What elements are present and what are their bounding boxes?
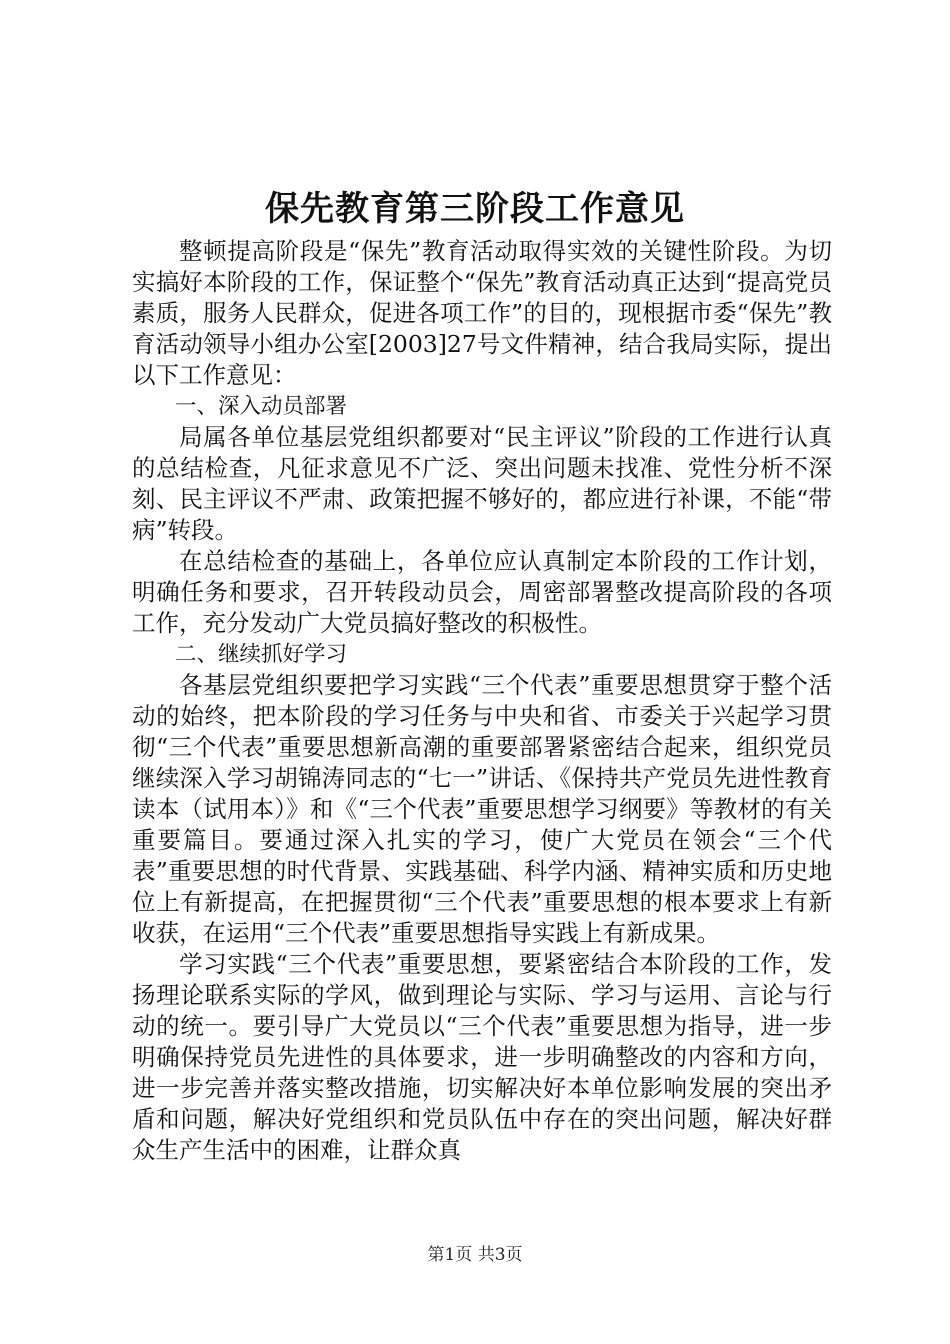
section-heading-2: 二、继续抓好学习: [175, 642, 348, 667]
intro-paragraph: 整顿提高阶段是“保先”教育活动取得实效的关键性阶段。为切实搞好本阶段的工作，保证整个“保先”教育活动真正达到“提高党员素质，服务人民群众，促进各项工作”的目的，现根据市委“保先”教育活动领导小组办公室[2003]27号文件精神，结合我局实际，提出以下工作意见：: [132, 237, 832, 389]
section-1-paragraph-2: 在总结检查的基础上，各单位应认真制定本阶段的工作计划，明确任务和要求，召开转段动员会，周密部署整改提高阶段的各项工作，充分发动广大党员搞好整改的积极性。: [132, 547, 832, 637]
document-body: [132, 236, 832, 1166]
section-1-paragraph-1: 局属各单位基层党组织都要对“民主评议”阶段的工作进行认真的总结检查，凡征求意见不广泛、突出问题未找准、党性分析不深刻、民主评议不严肃、政策把握不够好的，都应进行补课，不能“带病”转段。: [132, 423, 832, 544]
page-number-footer: 第1页 共3页: [427, 1245, 523, 1265]
document-title: 保先教育第三阶段工作意见: [265, 189, 685, 229]
section-2-paragraph-1: 各基层党组织要把学习实践“三个代表”重要思想贯穿于整个活动的始终，把本阶段的学习任务与中央和省、市委关于兴起学习贯彻“三个代表”重要思想新高潮的重要部署紧密结合起来，组织党员继续深入学习胡锦涛同志的“七一”讲话、《保持共产党员先进性教育读本（试用本）》和《“三个代表”重要思想学习纲要》等教材的有关重要篇目。要通过深入扎实的学习，使广大党员在领会“三个代表”重要思想的时代背景、实践基础、科学内涵、精神实质和历史地位上有新提高，在把握贯彻“三个代表”重要思想的根本要求上有新收获，在运用“三个代表”重要思想指导实践上有新成果。: [132, 671, 832, 947]
section-2-paragraph-2: 学习实践“三个代表”重要思想，要紧密结合本阶段的工作，发扬理论联系实际的学风，做到理论与实际、学习与运用、言论与行动的统一。要引导广大党员以“三个代表”重要思想为指导，进一步明确保持党员先进性的具体要求，进一步明确整改的内容和方向，进一步完善并落实整改措施，切实解决好本单位影响发展的突出矛盾和问题，解决好党组织和党员队伍中存在的突出问题，解决好群众生产生活中的困难，让群众真: [132, 950, 832, 1164]
section-heading-1: 一、深入动员部署: [175, 394, 348, 419]
